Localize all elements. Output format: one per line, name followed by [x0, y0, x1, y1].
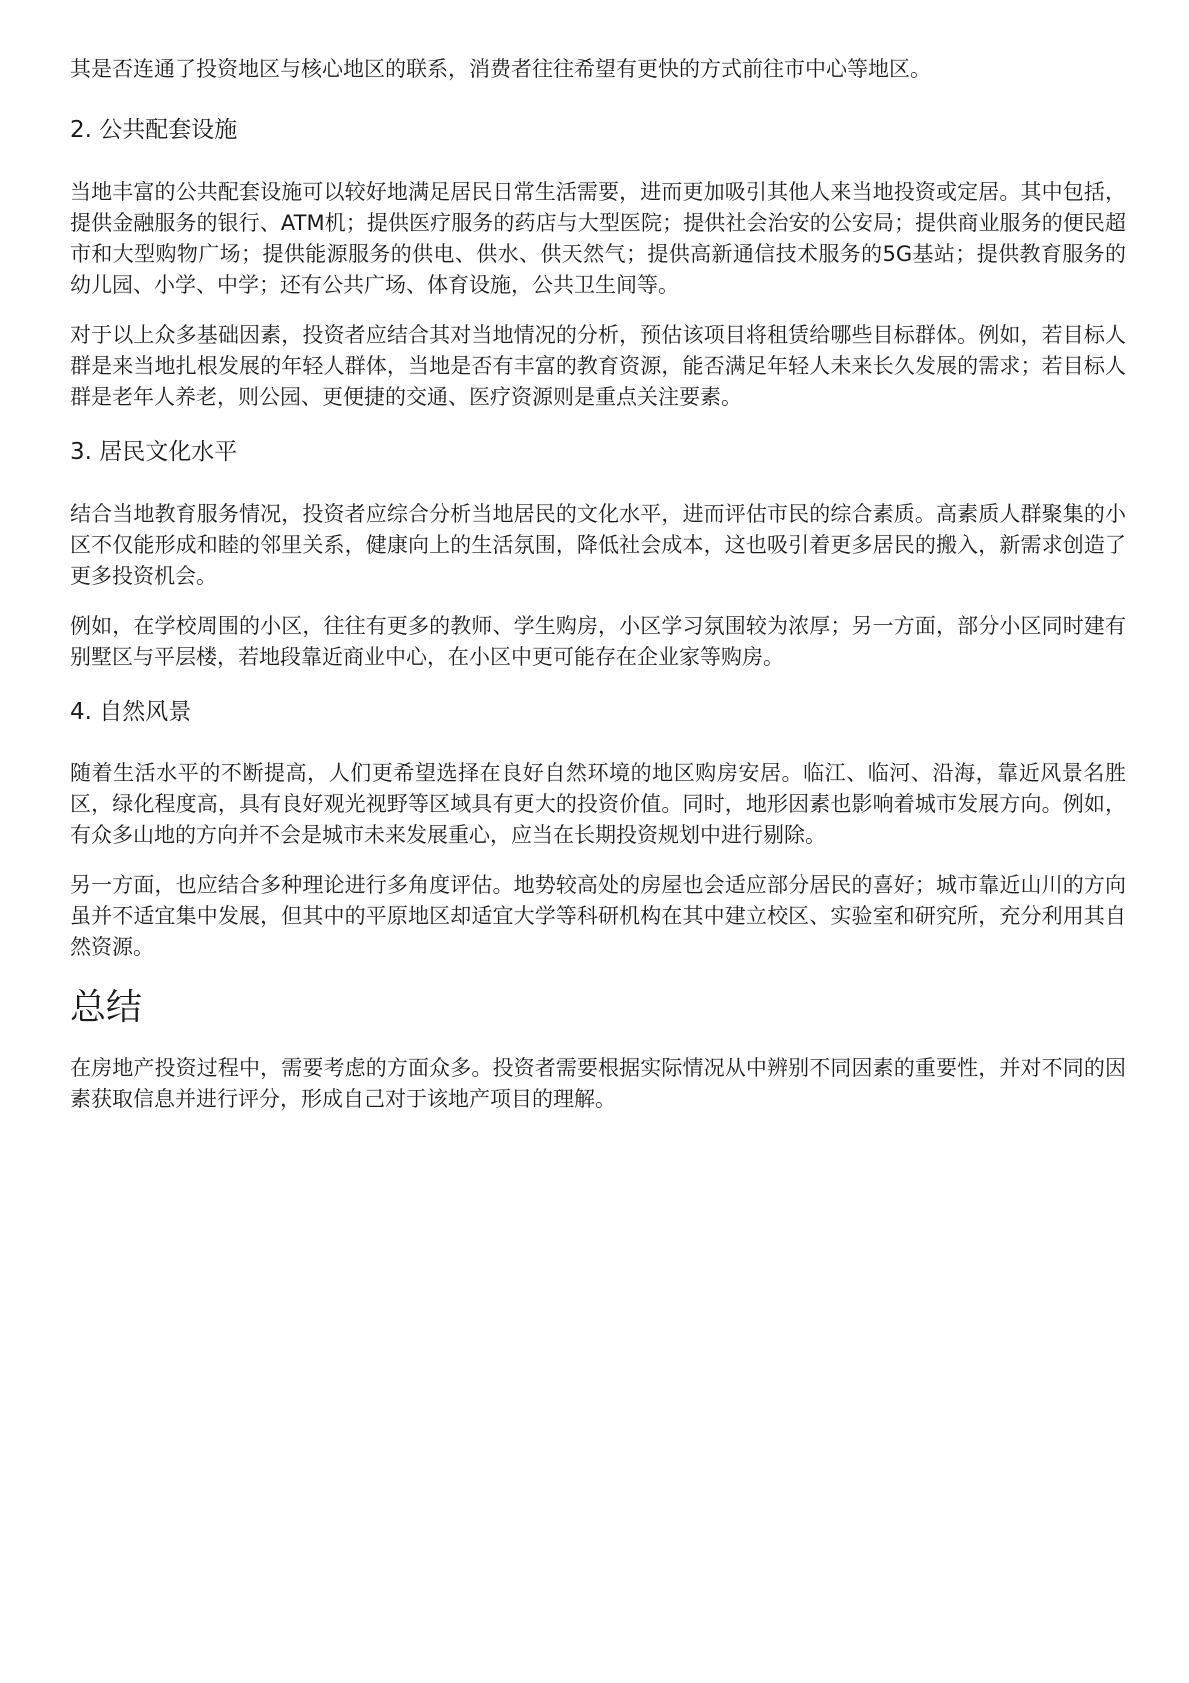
section-heading-culture-level: 3. 居民文化水平	[70, 439, 238, 465]
document-page	[70, 54, 1126, 1115]
paragraph-public-facilities-1: 当地丰富的公共配套设施可以较好地满足居民日常生活需要，进而更加吸引其他人来当地投资或定居。其中包括，提供金融服务的银行、ATM机；提供医疗服务的药店与大型医院；提供社会治安的公安局；提供商业服务的便民超市和大型购物广场；提供能源服务的供电、供水、供天然气；提供高新通信技术服务的5G基站；提供教育服务的幼儿园、小学、中学；还有公共广场、体育设施，公共卫生间等。	[70, 180, 1126, 297]
paragraph-public-facilities-2: 对于以上众多基础因素，投资者应结合其对当地情况的分析，预估该项目将租赁给哪些目标群体。例如，若目标人群是来当地扎根发展的年轻人群体，当地是否有丰富的教育资源，能否满足年轻人未来长久发展的需求；若目标人群是老年人养老，则公园、更便捷的交通、医疗资源则是重点关注要素。	[70, 323, 1126, 409]
intro-paragraph-tail: 其是否连通了投资地区与核心地区的联系，消费者往往希望有更快的方式前往市中心等地区。	[70, 57, 931, 81]
paragraph-culture-level-1: 结合当地教育服务情况，投资者应综合分析当地居民的文化水平，进而评估市民的综合素质。高素质人群聚集的小区不仅能形成和睦的邻里关系，健康向上的生活氛围，降低社会成本，这也吸引着更多居民的搬入，新需求创造了更多投资机会。	[70, 502, 1126, 588]
summary-heading: 总结	[70, 987, 143, 1028]
paragraph-culture-level-2: 例如，在学校周围的小区，往往有更多的教师、学生购房，小区学习氛围较为浓厚；另一方面，部分小区同时建有别墅区与平层楼，若地段靠近商业中心，在小区中更可能存在企业家等购房。	[70, 614, 1126, 669]
section-heading-natural-scenery: 4. 自然风景	[70, 699, 192, 725]
paragraph-natural-scenery-1: 随着生活水平的不断提高，人们更希望选择在良好自然环境的地区购房安居。临江、临河、沿海，靠近风景名胜区，绿化程度高，具有良好观光视野等区域具有更大的投资价值。同时，地形因素也影响着城市发展方向。例如，有众多山地的方向并不会是城市未来发展重心，应当在长期投资规划中进行剔除。	[70, 761, 1126, 847]
paragraph-natural-scenery-2: 另一方面，也应结合多种理论进行多角度评估。地势较高处的房屋也会适应部分居民的喜好；城市靠近山川的方向虽并不适宜集中发展，但其中的平原地区却适宜大学等科研机构在其中建立校区、实验室和研究所，充分利用其自然资源。	[70, 873, 1126, 959]
summary-paragraph: 在房地产投资过程中，需要考虑的方面众多。投资者需要根据实际情况从中辨别不同因素的重要性，并对不同的因素获取信息并进行评分，形成自己对于该地产项目的理解。	[70, 1056, 1126, 1111]
section-heading-public-facilities: 2. 公共配套设施	[70, 117, 238, 143]
